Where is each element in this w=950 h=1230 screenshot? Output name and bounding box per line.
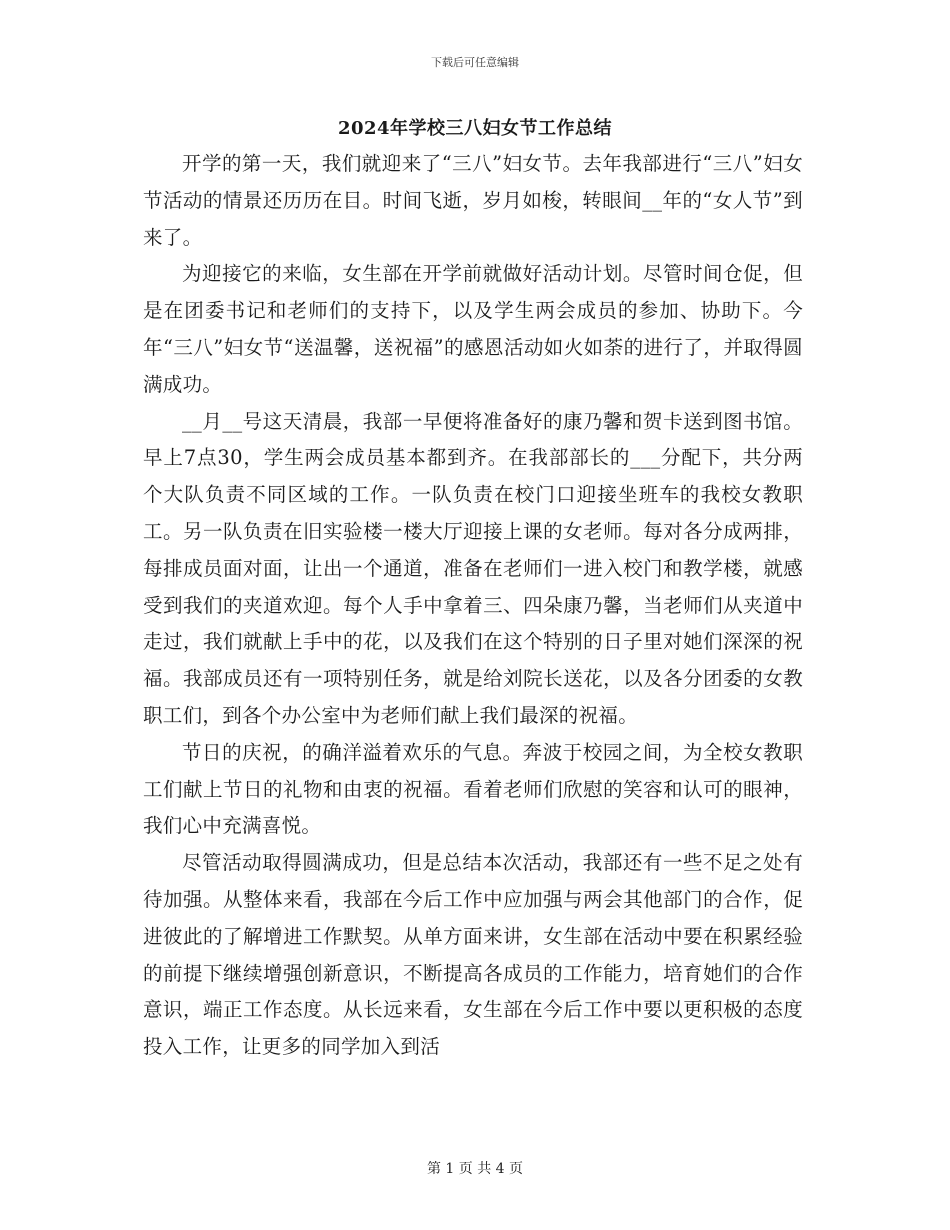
paragraph-5: 尽管活动取得圆满成功，但是总结本次活动，我部还有一些不足之处有待加强。从整体来看，我部在今后工作中应加强与两会其他部门的合作，促进彼此的了解增进工作默契。从单方面来讲，女生部在活动中要在积累经验的前提下继续增强创新意识，不断提高各成员的工作能力，培育她们的合作意识，端正工作态度。从长远来看，女生部在今后工作中要以更积极的态度投入工作，让更多的同学加入到活	[143, 851, 803, 1059]
page-number: 第 1 页 共 4 页	[426, 1161, 524, 1177]
document-title: 2024年学校三八妇女节工作总结	[337, 118, 613, 139]
paragraph-1: 开学的第一天，我们就迎来了“三八”妇女节。去年我部进行“三八”妇女节活动的情景还历历在目。时间飞逝，岁月如梭，转眼间__年的“女人节”到来了。	[143, 152, 803, 249]
paragraph-4: 节日的庆祝，的确洋溢着欢乐的气息。奔波于校园之间，为全校女教职工们献上节日的礼物和由衷的祝福。看着老师们欣慰的笑容和认可的眼神，我们心中充满喜悦。	[143, 740, 803, 838]
document-body	[143, 146, 803, 1066]
paragraph-2: 为迎接它的来临，女生部在开学前就做好活动计划。尽管时间仓促，但是在团委书记和老师们的支持下，以及学生两会成员的参加、协助下。今年“三八”妇女节“送温馨，送祝福”的感恩活动如火如荼的进行了，并取得圆满成功。	[143, 262, 803, 396]
header-note: 下载后可任意编辑	[431, 56, 519, 69]
paragraph-3: __月__号这天清晨，我部一早便将准备好的康乃馨和贺卡送到图书馆。早上7点30，学生两会成员基本都到齐。在我部部长的___分配下，共分两个大队负责不同区域的工作。一队负责在校门口迎接坐班车的我校女教职工。另一队负责在旧实验楼一楼大厅迎接上课的女老师。每对各分成两排，每排成员面对面，让出一个通道，准备在老师们一进入校门和教学楼，就感受到我们的夹道欢迎。每个人手中拿着三、四朵康乃馨，当老师们从夹道中走过，我们就献上手中的花，以及我们在这个特别的日子里对她们深深的祝福。我部成员还有一项特别任务，就是给刘院长送花，以及各分团委的女教职工们，到各个办公室中为老师们献上我们最深的祝福。	[143, 409, 803, 727]
